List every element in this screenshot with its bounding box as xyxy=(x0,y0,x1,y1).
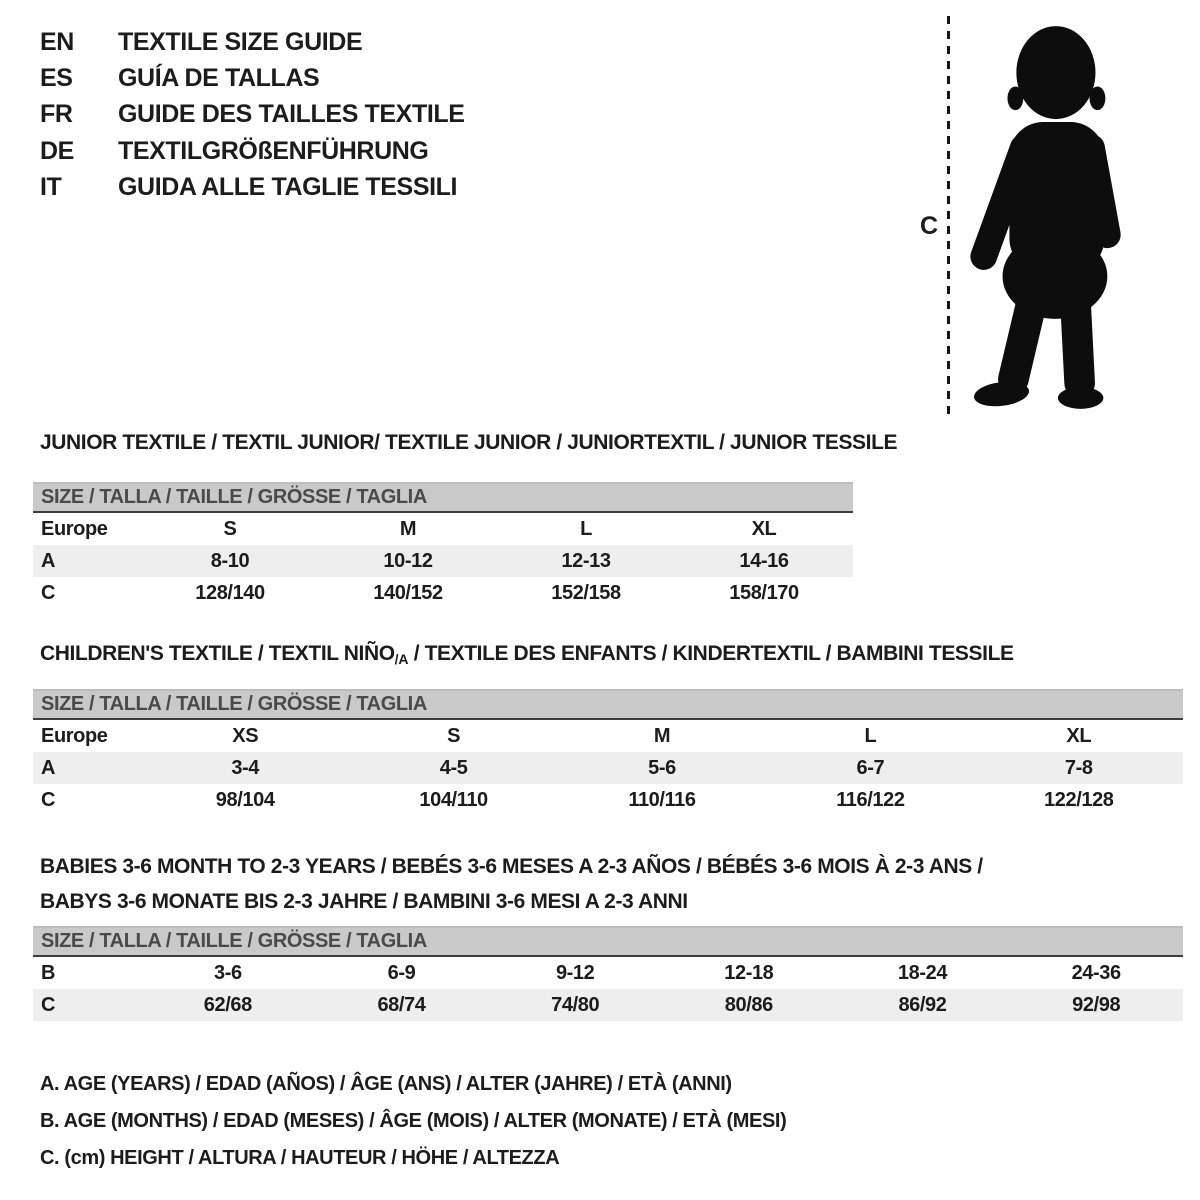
language-code: IT xyxy=(40,173,62,202)
table-cell: 74/80 xyxy=(551,993,600,1016)
table-cell: Europe xyxy=(41,517,108,540)
table-cell: 18-24 xyxy=(897,961,948,984)
guide-title-fr: GUIDE DES TAILLES TEXTILE xyxy=(118,100,465,129)
babies-title-line1: BABIES 3-6 MONTH TO 2-3 YEARS / BEBÉS 3-6 MESES A 2-3 AÑOS / BÉBÉS 3-6 MOIS À 2-3 ANS / xyxy=(40,855,983,878)
legend-age-years: A. AGE (YEARS) / EDAD (AÑOS) / ÂGE (ANS) / ALTER (JAHRE) / ETÀ (ANNI) xyxy=(40,1073,732,1095)
language-row-fr xyxy=(40,97,465,133)
language-code: FR xyxy=(40,100,73,129)
size-table-caption: SIZE / TALLA / TAILLE / GRÖSSE / TAGLIA xyxy=(33,926,1183,957)
table-cell: A xyxy=(41,756,56,779)
table-cell: 5-6 xyxy=(648,756,676,779)
table-cell: A xyxy=(41,549,56,572)
table-cell: M xyxy=(653,724,671,747)
table-cell: 14-16 xyxy=(739,549,789,572)
language-code: EN xyxy=(40,27,74,56)
table-cell: 128/140 xyxy=(195,581,265,604)
children-size-table xyxy=(33,689,1183,816)
guide-title-it: GUIDA ALLE TAGLIE TESSILI xyxy=(118,173,458,202)
babies-section-title xyxy=(40,849,983,919)
toddler-silhouette-icon xyxy=(960,14,1138,416)
table-cell: 3-6 xyxy=(213,961,242,984)
language-row-de xyxy=(40,133,465,169)
table-cell: M xyxy=(399,517,417,540)
table-row-age-months xyxy=(33,957,1183,989)
table-cell: 6-7 xyxy=(856,756,885,779)
table-cell: L xyxy=(864,724,877,747)
table-cell: Europe xyxy=(41,724,108,747)
guide-title-en: TEXTILE SIZE GUIDE xyxy=(118,27,363,56)
children-title-prefix: CHILDREN'S TEXTILE / TEXTIL NIÑO xyxy=(40,642,395,665)
table-row-height-cm xyxy=(33,784,1183,816)
table-cell: 152/158 xyxy=(551,581,621,604)
table-cell: 4-5 xyxy=(439,756,468,779)
table-cell: C xyxy=(41,581,56,604)
table-cell: B xyxy=(41,961,56,984)
table-cell: 12-13 xyxy=(561,549,611,572)
size-table-caption: SIZE / TALLA / TAILLE / GRÖSSE / TAGLIA xyxy=(33,482,853,513)
language-row-it xyxy=(40,170,465,206)
children-title-subscript: /A xyxy=(394,651,409,667)
guide-title-de: TEXTILGRÖßENFÜHRUNG xyxy=(118,136,429,165)
table-cell: 110/116 xyxy=(628,788,696,811)
table-cell: 24-36 xyxy=(1071,961,1121,984)
table-cell: 122/128 xyxy=(1044,788,1114,811)
junior-size-table xyxy=(33,482,853,609)
table-row-height-cm xyxy=(33,577,853,609)
junior-section-title: JUNIOR TEXTILE / TEXTIL JUNIOR/ TEXTILE JUNIOR / JUNIORTEXTIL / JUNIOR TESSILE xyxy=(40,431,898,454)
table-cell: 8-10 xyxy=(210,549,250,572)
language-code: ES xyxy=(40,64,73,93)
table-cell: S xyxy=(447,724,461,747)
size-table-caption: SIZE / TALLA / TAILLE / GRÖSSE / TAGLIA xyxy=(33,689,1183,720)
table-cell: C xyxy=(41,788,56,811)
language-row-en xyxy=(40,24,465,60)
language-row-es xyxy=(40,60,465,96)
language-code: DE xyxy=(40,136,74,165)
table-cell: 92/98 xyxy=(1072,993,1121,1016)
table-row-europe xyxy=(33,513,853,545)
table-cell: XS xyxy=(232,724,259,747)
children-title-suffix: / TEXTILE DES ENFANTS / KINDERTEXTIL / BAMBINI TESSILE xyxy=(408,642,1014,665)
table-row-age-years xyxy=(33,545,853,577)
table-cell: 3-4 xyxy=(231,756,260,779)
table-cell: 140/152 xyxy=(373,581,443,604)
height-measure-dashed-line xyxy=(947,16,950,416)
table-cell: 6-9 xyxy=(387,961,416,984)
table-cell: S xyxy=(223,517,237,540)
table-cell: 98/104 xyxy=(215,788,275,811)
measure-legend xyxy=(40,1066,786,1177)
table-cell: 10-12 xyxy=(383,549,433,572)
table-cell: 68/74 xyxy=(377,993,426,1016)
table-row-height-cm xyxy=(33,989,1183,1021)
table-cell: 158/170 xyxy=(729,581,799,604)
table-cell: 80/86 xyxy=(724,993,773,1016)
table-cell: XL xyxy=(751,517,777,540)
legend-age-months: B. AGE (MONTHS) / EDAD (MESES) / ÂGE (MOIS) / ALTER (MONATE) / ETÀ (MESI) xyxy=(40,1110,787,1132)
height-measure-label: C xyxy=(920,212,938,240)
table-cell: 7-8 xyxy=(1064,756,1093,779)
table-row-age-years xyxy=(33,752,1183,784)
table-cell: L xyxy=(580,517,592,540)
table-cell: XL xyxy=(1066,724,1092,747)
guide-title-es: GUÍA DE TALLAS xyxy=(118,64,320,93)
babies-title-line2: BABYS 3-6 MONATE BIS 2-3 JAHRE / BAMBINI 3-6 MESI A 2-3 ANNI xyxy=(40,890,688,913)
language-header xyxy=(40,24,465,206)
table-cell: 62/68 xyxy=(203,993,252,1016)
table-cell: 86/92 xyxy=(898,993,947,1016)
children-section-title xyxy=(40,642,1014,667)
table-cell: 116/122 xyxy=(836,788,905,811)
babies-size-table xyxy=(33,926,1183,1021)
table-cell: C xyxy=(41,993,56,1016)
legend-height-cm: C. (cm) HEIGHT / ALTURA / HAUTEUR / HÖHE / ALTEZZA xyxy=(40,1147,560,1169)
table-cell: 104/110 xyxy=(419,788,488,811)
table-row-europe xyxy=(33,720,1183,752)
table-cell: 12-18 xyxy=(724,961,774,984)
table-cell: 9-12 xyxy=(555,961,595,984)
